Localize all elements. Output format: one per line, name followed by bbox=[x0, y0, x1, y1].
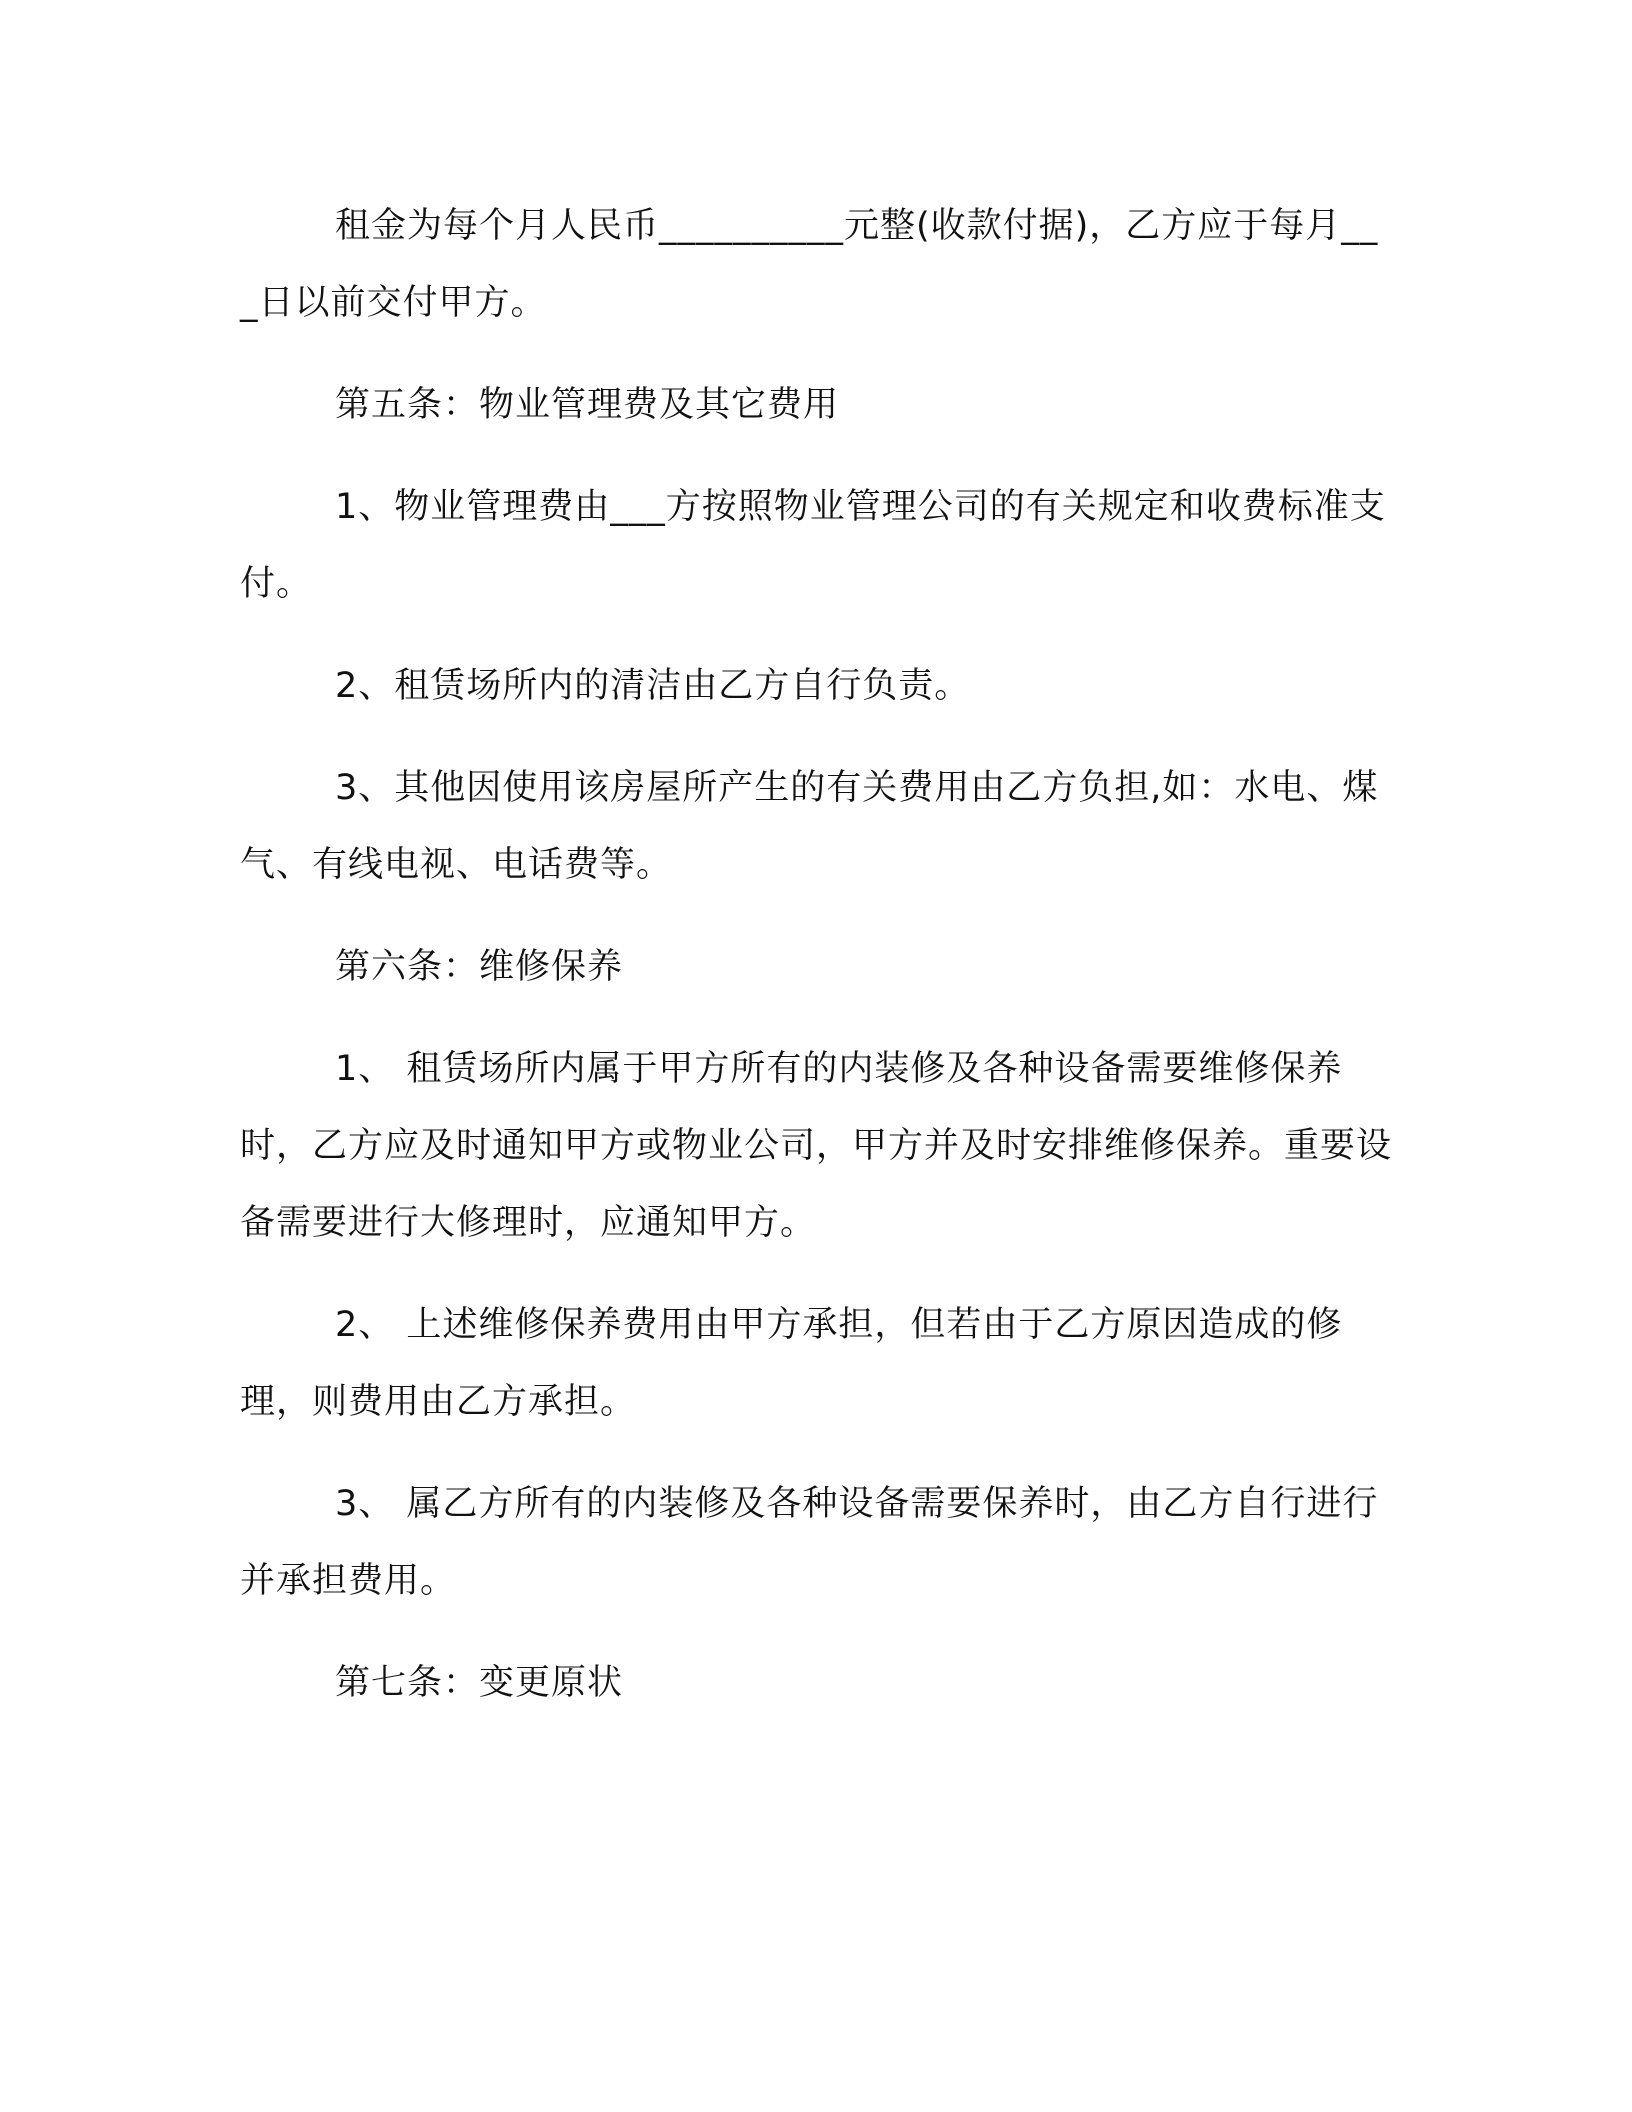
article-7-heading: 第七条：变更原状 bbox=[335, 1663, 624, 1703]
article-6-item-2: 2、 上述维修保养费用由甲方承担，但若由于乙方原因造成的修理，则费用由乙方承担。 bbox=[240, 1305, 1343, 1422]
document-body bbox=[240, 188, 1392, 1747]
article-5-heading: 第五条：物业管理费及其它费用 bbox=[335, 385, 840, 425]
article-5-item-2: 2、租赁场所内的清洁由乙方自行负责。 bbox=[335, 666, 971, 706]
article-5-item-1: 1、物业管理费由___方按照物业管理公司的有关规定和收费标准支付。 bbox=[240, 487, 1386, 604]
article-6-item-3: 3、 属乙方所有的内装修及各种设备需要保养时，由乙方自行进行并承担费用。 bbox=[240, 1484, 1379, 1601]
article-6-item-1: 1、 租赁场所内属于甲方所有的内装修及各种设备需要维修保养时，乙方应及时通知甲方或物业公司，甲方并及时安排维修保养。重要设备需要进行大修理时，应通知甲方。 bbox=[240, 1049, 1393, 1243]
article-5-item-3: 3、其他因使用该房屋所产生的有关费用由乙方负担,如：水电、煤气、有线电视、电话费等。 bbox=[240, 768, 1379, 885]
rent-payment-paragraph: 租金为每个月人民币__________元整(收款付据)，乙方应于每月___日以前交付甲方。 bbox=[240, 206, 1379, 323]
article-6-heading: 第六条：维修保养 bbox=[335, 947, 624, 987]
